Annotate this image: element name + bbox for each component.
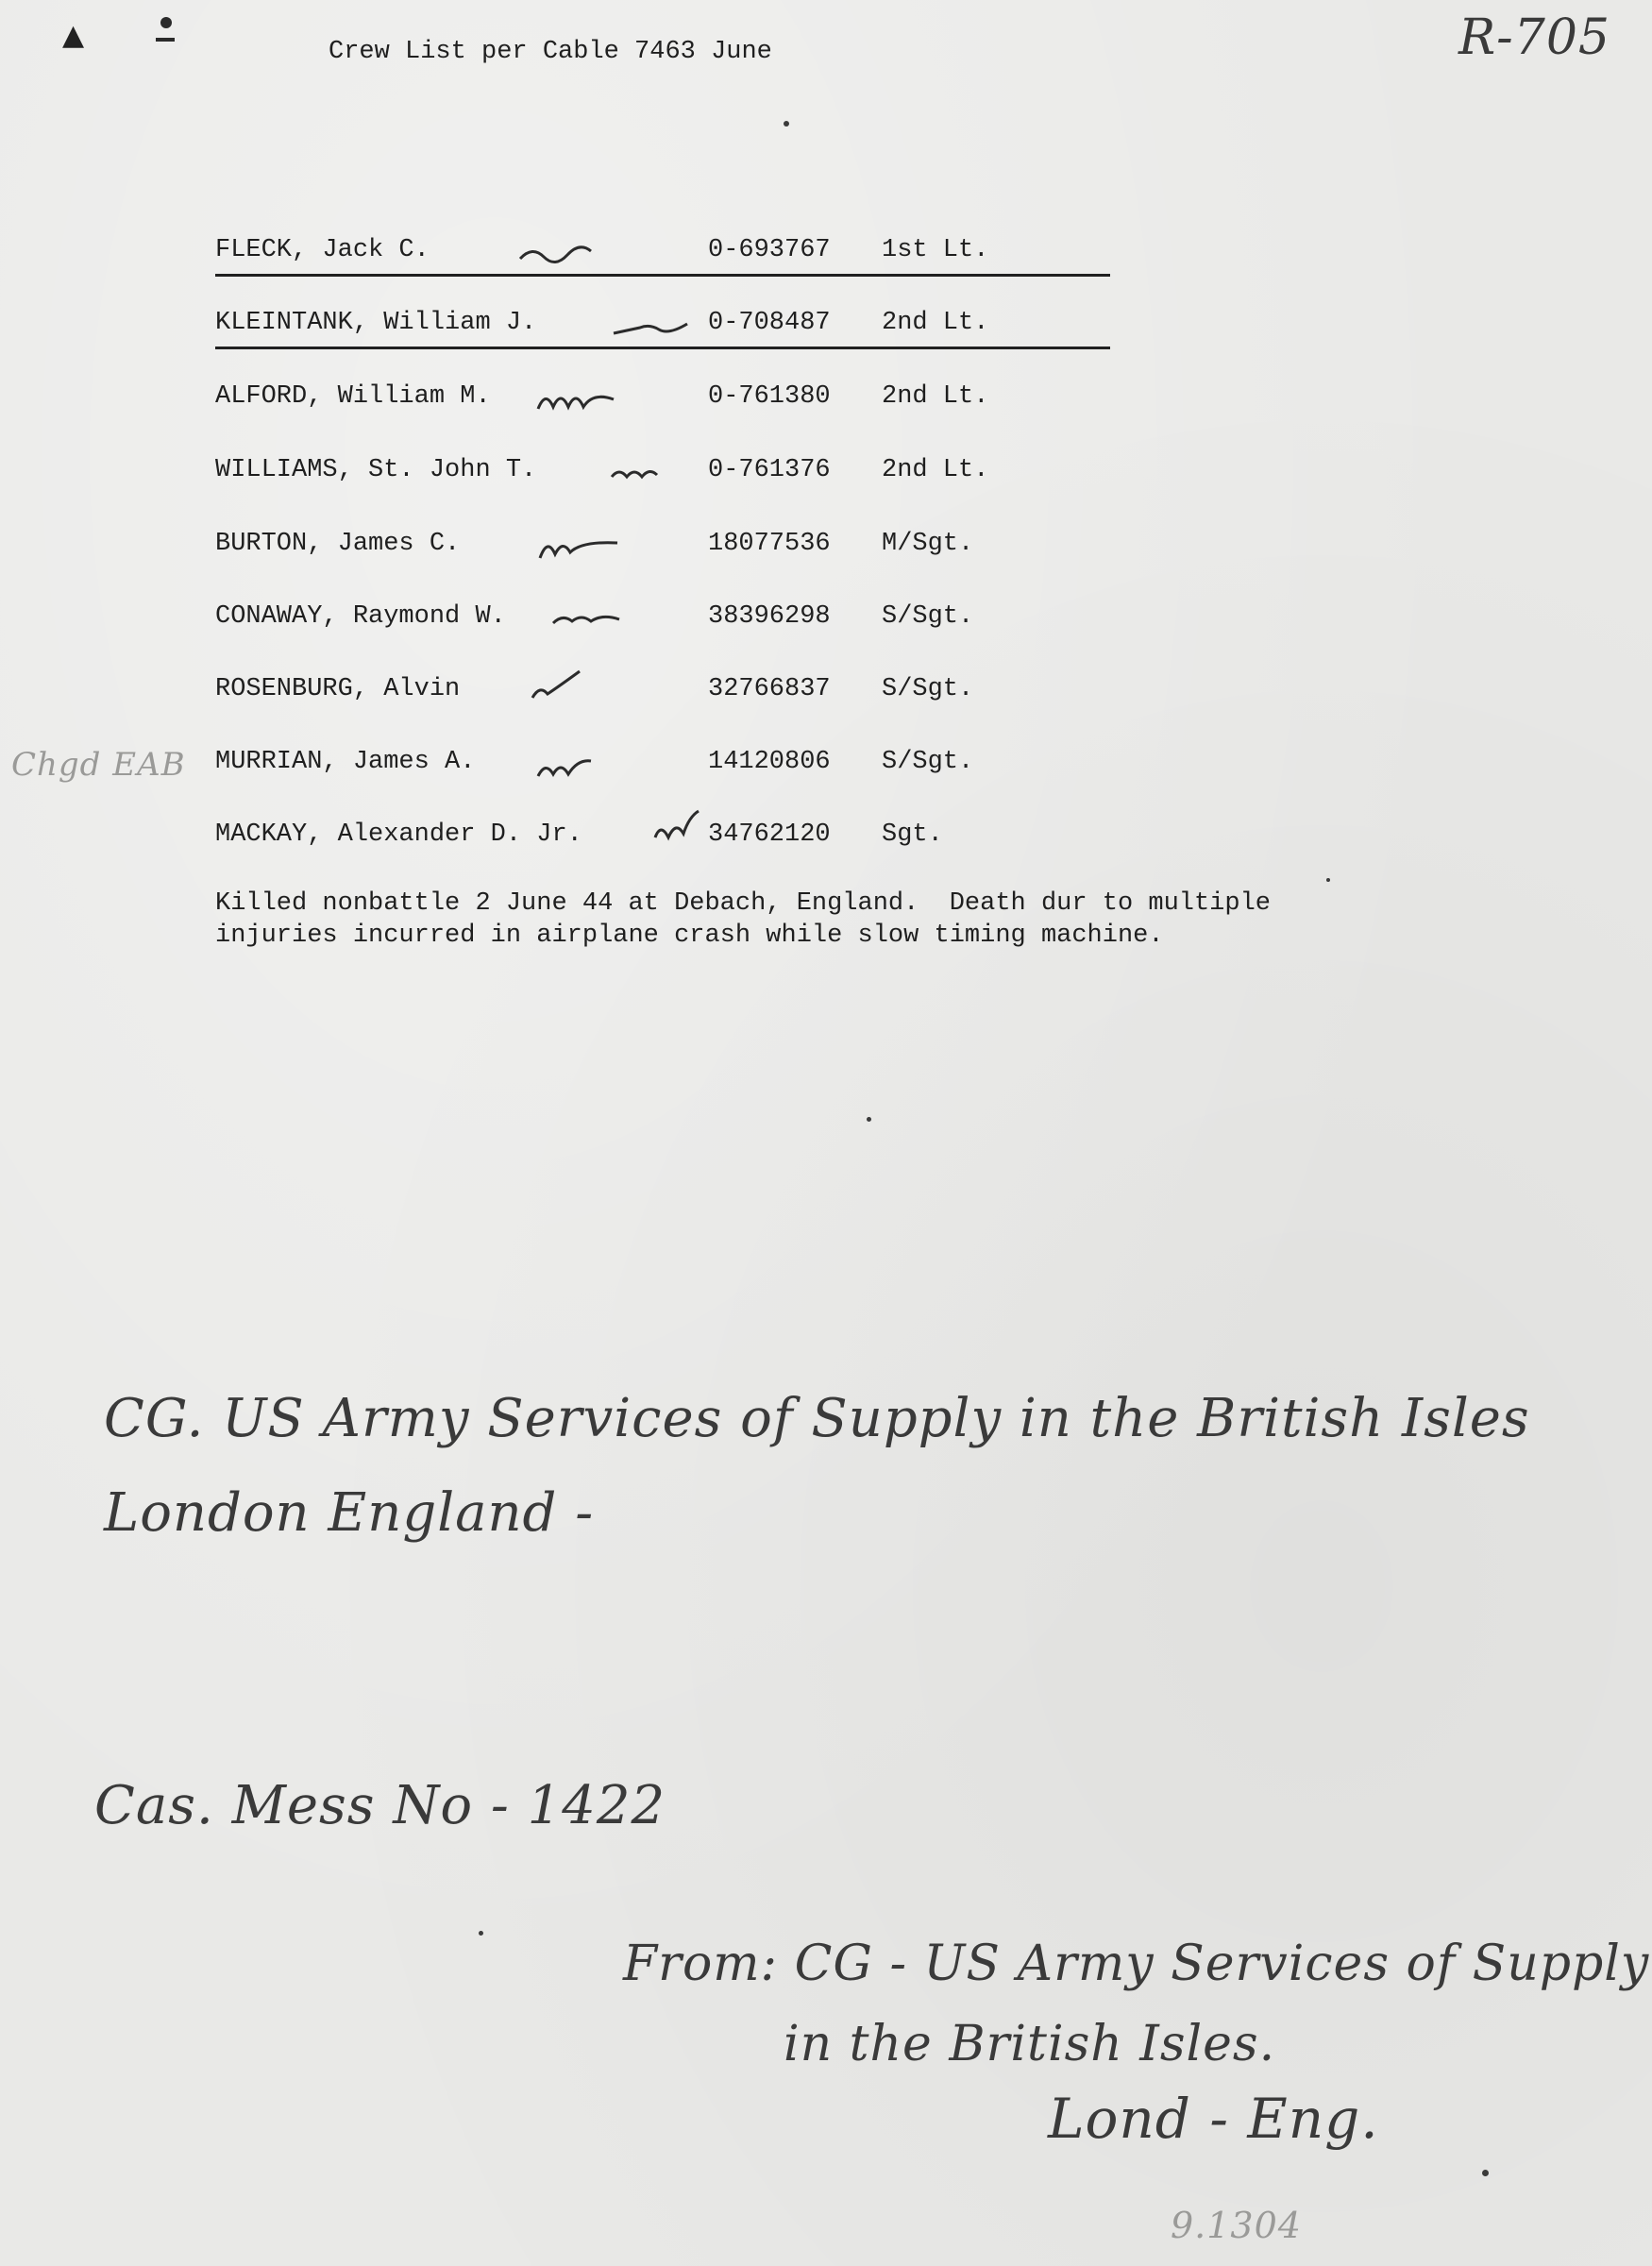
crew-row [215,445,1112,501]
initials-mark [610,460,695,488]
crew-rank: 2nd Lt. [882,382,989,411]
crew-row [215,591,1112,648]
crew-rank: S/Sgt. [882,748,974,776]
handwritten-address: London England - [104,1482,595,1544]
crew-name: MACKAY, Alexander D. Jr. [215,820,582,849]
page-mark-a: ▲ [62,19,85,52]
handwritten-from: in the British Isles. [784,2016,1276,2072]
crew-rank: Sgt. [882,820,943,849]
crew-serial: 18077536 [708,530,831,558]
initials-mark [534,752,619,780]
document-title: Crew List per Cable 7463 June [329,38,772,66]
crew-serial: 0-708487 [708,309,831,337]
crew-name: ALFORD, William M. [215,382,491,411]
initials-mark [549,606,634,634]
crew-row [215,664,1112,720]
page-mark-dash [156,38,175,42]
crew-name: CONAWAY, Raymond W. [215,602,506,631]
crew-serial: 38396298 [708,602,831,631]
crew-name: FLECK, Jack C. [215,236,430,264]
crew-row [215,518,1112,575]
paper-speck [479,1931,483,1936]
crew-name: ROSENBURG, Alvin [215,675,461,703]
crew-rank: 2nd Lt. [882,456,989,484]
crew-rank: S/Sgt. [882,675,974,703]
paper-speck [867,1117,871,1122]
crew-rank: M/Sgt. [882,530,974,558]
handwritten-message-number: Cas. Mess No - 1422 [94,1775,666,1836]
crew-row [215,225,1112,281]
paper-speck [784,121,789,127]
crew-name: BURTON, James C. [215,530,461,558]
crew-rank: 1st Lt. [882,236,989,264]
crew-serial: 34762120 [708,820,831,849]
crew-row [215,297,1112,354]
initials-mark [536,533,621,562]
crew-name: MURRIAN, James A. [215,748,476,776]
crew-serial: 14120806 [708,748,831,776]
underline-rule [215,274,1110,277]
handwritten-address: CG. US Army Services of Supply in the British Isles [104,1388,1530,1449]
crew-rank: 2nd Lt. [882,309,989,337]
crew-rank: S/Sgt. [882,602,974,631]
crew-row [215,371,1112,428]
crew-serial: 32766837 [708,675,831,703]
crew-name: WILLIAMS, St. John T. [215,456,537,484]
crew-serial: 0-761376 [708,456,831,484]
crew-row [215,736,1112,793]
handwritten-from: From: CG - US Army Services of Supply [623,1936,1650,1992]
paper-speck [1482,2170,1489,2176]
notes-line: injuries incurred in airplane crash while slow timing machine. [215,922,1164,950]
initials-mark [527,666,612,703]
handwritten-from: Lond - Eng. [1048,2087,1379,2151]
underline-rule [215,347,1110,349]
reference-number: R-705 [1458,9,1610,66]
notes-line: Killed nonbattle 2 June 44 at Debach, England. Death dur to multiple [215,889,1271,918]
initials-mark [515,240,600,268]
crew-serial: 0-761380 [708,382,831,411]
margin-note: Chgd EAB [11,746,186,784]
crew-row [215,809,1112,866]
initials-mark [612,313,697,341]
casualty-notes [215,888,1271,952]
page-mark-dot [160,17,172,28]
crew-serial: 0-693767 [708,236,831,264]
initials-mark [534,386,619,414]
paper-speck [1326,878,1330,882]
bottom-number: 9.1304 [1171,2205,1302,2246]
crew-name: KLEINTANK, William J. [215,309,537,337]
